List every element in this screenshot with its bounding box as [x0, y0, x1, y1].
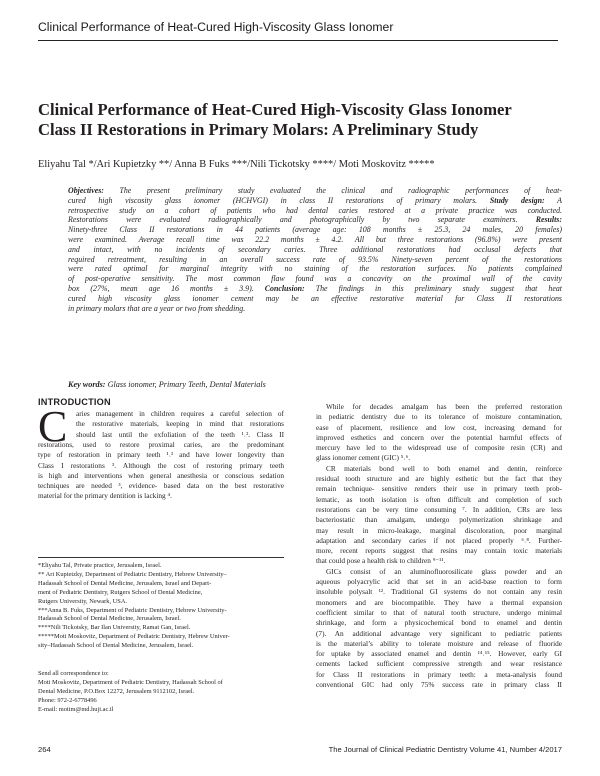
title-line-1: Clinical Performance of Heat-Cured High-Viscosity Glass Ionomer: [38, 100, 512, 119]
correspondence-line: Moti Moskovitz, Department of Pediatric Dentistry, Hadassah School of: [38, 678, 223, 686]
abstract-text: The findings in this preliminary study suggest that heat: [304, 283, 562, 293]
body-line: shrinkage, and form a physicochemical bond to enamel and dentin: [316, 618, 562, 628]
keywords-label: Key words:: [68, 380, 106, 389]
right-column-body: [316, 402, 562, 690]
study-design-label: Study design:: [489, 195, 545, 205]
journal-footer: The Journal of Clinical Pediatric Dentistry Volume 41, Number 4/2017: [328, 745, 562, 754]
footnote-line: *****Moti Moskovitz, Department of Pediatric Dentistry, Hebrew Univer-: [38, 633, 230, 641]
correspondence-line: Send all correspondence to:: [38, 670, 109, 677]
body-line: ease of placement, resilience and low cost, increasing demand for: [316, 422, 562, 432]
footnote-line: ment of Pediatric Dentistry, Rutgers School of Dental Medicine,: [38, 588, 203, 596]
body-line: lematic, as tooth isolation is often difficult and completion of such: [316, 494, 562, 504]
abstract-line: required retreatment, resulting in an overall success rate of 93.5% Ninety-seven percent of the restorations: [68, 254, 562, 264]
body-line: insoluble polysalt ¹². Traditional GI systems do not contain any resin: [316, 587, 562, 597]
abstract-line: [68, 215, 562, 225]
footnote-rule: [38, 557, 284, 558]
abstract-line: cured high viscosity glass ionomer cement may be an effective restorative material for Class II restorations: [68, 293, 562, 303]
body-line: for uptake by associated enamel and dentin ¹⁴˒¹⁵. However, early GI: [316, 649, 562, 659]
footnote-line: ****Nili Tickotsky, Bar Ilan University, Ramat Gan, Israel.: [38, 624, 191, 632]
title-line-2: Class II Restorations in Primary Molars: A Preliminary Study: [38, 120, 479, 139]
body-line: the restorative materials, keeping in mind that restorations: [76, 419, 284, 429]
article-title: [38, 100, 563, 140]
author-list: Eliyahu Tal */Ari Kupietzky **/ Anna B Fuks ***/Nili Tickotsky ****/ Moti Moskovitz *****: [38, 159, 435, 170]
abstract-line: of post-operative sensitivity. The most common flaw found was a concavity on the proximal wall of the cavity: [68, 274, 562, 284]
body-line: monomers and are biocompatible. They have a thermal expansion: [316, 597, 562, 607]
correspondence: [38, 670, 284, 715]
body-line: While for decades amalgam has been the preferred restoration: [326, 402, 562, 411]
abstract-line: and intact, with no incidents of secondary caries. Three additional restorations had occlusal defects that: [68, 244, 562, 254]
abstract-line: were examined. Average recall time was 22.2 months ± 4.2. All but three restorations (96.8%) were present: [68, 234, 562, 244]
body-line: mercury have led to the widespread use of composite resin (CR) and: [316, 443, 562, 453]
footnote-line: sity–Hadassah School of Dental Medicine, Jerusalem, Israel.: [38, 642, 194, 650]
body-line: coefficient similar to that of natural tooth structure, undergo minimal: [316, 607, 562, 617]
abstract-text: Restorations were evaluated radiographically and photographically by two separate examiners.: [68, 215, 536, 225]
body-line: remain technique- sensitive renders their use in primary teeth prob-: [316, 484, 562, 494]
body-line: should last until the exfoliation of the teeth ¹˒². Class II: [76, 429, 284, 439]
abstract-line: [68, 186, 562, 196]
footnote-line: ***Anna B. Fuks, Department of Pediatric Dentistry, Hebrew University-: [38, 606, 227, 614]
body-line: that could pose a health risk to children ⁹⁻¹¹.: [316, 556, 446, 566]
abstract: [68, 186, 562, 313]
body-line: aqueous polyacrylic acid that set in an acid-base reaction to form: [316, 577, 562, 587]
abstract-line: retrospective study on a cohort of patients who had dental caries restored at a private practice was conducted.: [68, 205, 562, 215]
body-line: restorations can be very time consuming ⁷. In addition, CRs are less: [316, 504, 562, 514]
intro-dropcap-lines: [76, 409, 284, 440]
body-line: may result in micro-leakage, marginal discoloration, poor marginal: [316, 525, 562, 535]
results-label: Results:: [535, 215, 562, 225]
abstract-line: [68, 196, 562, 206]
body-line: cements lacked sufficient compressive strength and wear resistance: [316, 659, 562, 669]
footnote-line: ** Ari Kupietzky, Department of Pediatric Dentistry, Hebrew University–: [38, 570, 227, 578]
body-line: bacteriostatic than amalgam, undergo polymerization shrinkage and: [316, 515, 562, 525]
abstract-line: in primary molars that are a year or two from shedding.: [68, 303, 246, 313]
body-line: residual tooth structure and are highly esthetic but the fact that they: [316, 474, 562, 484]
footnote-line: Hadassah School of Dental Medicine, Jerusalem, Israel.: [38, 615, 181, 623]
correspondence-line: Phone: 972-2-6778496: [38, 696, 97, 704]
body-line: adaptation and secondary caries if not placed properly ⁶˒⁸. Further-: [316, 535, 562, 545]
header-rule: [38, 40, 558, 41]
body-line: restorations, used to restore proximal caries, are the predominant: [38, 440, 284, 449]
abstract-line: [68, 284, 562, 294]
keywords-text: Glass ionomer, Primary Teeth, Dental Materials: [105, 380, 266, 389]
abstract-line: Ninety-three Class II restorations in 44 patients (average age: 108 months ± 25.3, 24 males, 20 females): [68, 225, 562, 235]
keywords: [68, 380, 266, 389]
footnote-line: Hadassah School of Dental Medicine, Jerusalem, Israel and Depart-: [38, 579, 212, 587]
body-line: conventional GIC had only 75% success rate in primary class II: [316, 680, 562, 690]
running-header: Clinical Performance of Heat-Cured High-Viscosity Glass Ionomer: [38, 20, 394, 34]
objectives-label: Objectives:: [68, 186, 104, 195]
body-line: type of restoration in primary teeth ¹˒² and have lower longevity than: [38, 450, 284, 460]
abstract-text: cured high viscosity glass ionomer (HCHVGI) in class II restorations of primary molars.: [68, 195, 490, 205]
body-line: CR materials bond well to both enamel and dentin, reinforce: [326, 463, 562, 473]
section-heading-introduction: INTRODUCTION: [38, 397, 111, 407]
body-line: GICs consist of an aluminofluorosilicate glass powder and an: [326, 566, 562, 576]
body-line: more, recent reports suggest that resins may contain toxic materials: [316, 546, 562, 556]
body-line: is the material’s ability to tolerate moisture and release of fluoride: [316, 638, 562, 648]
footnote-line: *Eliyahu Tal, Private practice, Jerusalem, Israel.: [38, 562, 162, 569]
body-line: aries management in children requires a careful selection of: [76, 409, 284, 418]
page-number: 264: [38, 745, 51, 754]
body-line: improved esthetics and concern over the potential harmful effects of: [316, 432, 562, 442]
abstract-text: A: [544, 195, 563, 205]
drop-cap: C: [38, 402, 68, 451]
correspondence-line: Dental Medicine, P.O.Box 12272, Jerusalem 9112102, Israel.: [38, 687, 195, 695]
abstract-text: box (27%, mean age 16 months ± 3.9).: [68, 283, 265, 293]
body-line: is high and interventions when general anesthesia or conscious sedation: [38, 470, 284, 480]
intro-body: [38, 440, 284, 502]
body-line: for Class II restorations in primary teeth: a meta-analysis found: [316, 669, 562, 679]
abstract-text: The present preliminary study evaluated the clinical and radiographic performances of heat-: [103, 186, 562, 195]
footnote-line: Rutgers University, Newark, USA.: [38, 597, 128, 605]
author-affiliations: [38, 562, 284, 651]
body-line: techniques are needed ³, evidence- based data on the best restorative: [38, 481, 284, 491]
body-line: in pediatric dentistry due to its tolerance of moisture contamination,: [316, 412, 562, 422]
conclusion-label: Conclusion:: [264, 283, 305, 293]
body-line: material for the primary dentition is lacking ⁴.: [38, 491, 172, 501]
body-line: glass ionomer cement (GIC) ⁵˒⁶.: [316, 453, 411, 463]
body-line: (7). An additional advantage very significant to pediatric patients: [316, 628, 562, 638]
abstract-line: were rated optimal for marginal integrity with no staining of the restoration surfaces. No patients complained: [68, 264, 562, 274]
body-line: Class I restorations ³. Although the cost of restoring primary teeth: [38, 460, 284, 470]
correspondence-line: E-mail: motim@md.huji.ac.il: [38, 705, 114, 713]
